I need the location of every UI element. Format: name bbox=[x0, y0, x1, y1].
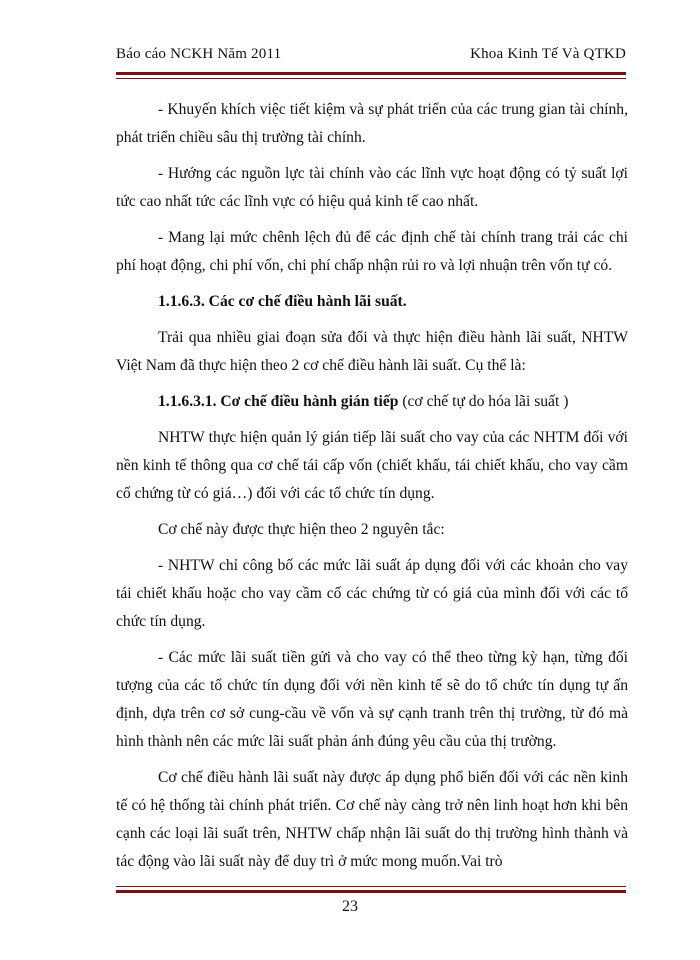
bullet-paragraph: - NHTW chỉ công bố các mức lãi suất áp dụng đối với các khoản cho vay tái chiết khấu hoặc cho vay cầm cố các chứng từ có giá của mình đối với các tổ chức tín dụng. bbox=[116, 557, 628, 630]
subsection-heading bbox=[116, 388, 628, 416]
bullet-paragraph: - Hướng các nguồn lực tài chính vào các lĩnh vực hoạt động có tỷ suất lợi tức cao nhất tức các lĩnh vực có hiệu quả kinh tế cao nhất. bbox=[116, 165, 628, 210]
page-number: 23 bbox=[342, 898, 358, 915]
page-header bbox=[116, 46, 626, 68]
body-paragraph: Trải qua nhiều giai đoạn sửa đổi và thực hiện điều hành lãi suất, NHTW Việt Nam đã thực hiện theo 2 cơ chế điều hành lãi suất. Cụ thể là: bbox=[116, 329, 628, 374]
bullet-paragraph: - Mang lại mức chênh lệch đủ để các định chế tài chính trang trải các chi phí hoạt động, chi phí vốn, chi phí chấp nhận rủi ro và lợi nhuận trên vốn tự có. bbox=[116, 229, 628, 274]
footer-rule-thin bbox=[116, 886, 626, 887]
body-paragraph: Cơ chế điều hành lãi suất này được áp dụng phổ biến đối với các nền kinh tế có hệ thống tài chính phát triển. Cơ chế này càng trở nên linh hoạt hơn khi bên cạnh các loại lãi suất trên, NHTW chấp nhận lãi suất do thị trường hình thành và tác động vào lãi suất này để duy trì ở mức mong muốn.Vai trò bbox=[116, 769, 628, 870]
header-faculty-name: Khoa Kinh Tế Và QTKD bbox=[470, 46, 626, 62]
subsection-heading-bold: 1.1.6.3.1. Cơ chế điều hành gián tiếp bbox=[158, 393, 399, 410]
body-paragraph: NHTW thực hiện quản lý gián tiếp lãi suất cho vay của các NHTM đối với nền kinh tế thông qua cơ chế tái cấp vốn (chiết khấu, tái chiết khấu, cho vay cầm cố chứng từ có giá…) đối với các tổ chức tín dụng. bbox=[116, 429, 628, 502]
header-report-title: Báo cáo NCKH Năm 2011 bbox=[116, 46, 282, 62]
section-heading: 1.1.6.3. Các cơ chế điều hành lãi suất. bbox=[158, 293, 407, 310]
bullet-paragraph: - Các mức lãi suất tiền gửi và cho vay có thể theo từng kỳ hạn, từng đối tượng của các tổ chức tín dụng đối với nền kinh tế sẽ do tổ chức tín dụng tự ấn định, dựa trên cơ sở cung-cầu về vốn và sự cạnh tranh trên thị trường, từ đó mà hình thành nên các mức lãi suất phản ánh đúng yêu cầu của thị trường. bbox=[116, 649, 628, 750]
bullet-paragraph: - Khuyến khích việc tiết kiệm và sự phát triển của các trung gian tài chính, phát triển chiều sâu thị trường tài chính. bbox=[116, 101, 628, 146]
footer-rule-thick bbox=[116, 890, 626, 893]
body-paragraph: Cơ chế này được thực hiện theo 2 nguyên tắc: bbox=[158, 521, 445, 538]
page-body bbox=[116, 96, 628, 884]
subsection-heading-note: (cơ chế tự do hóa lãi suất ) bbox=[398, 393, 569, 410]
header-rule-thick bbox=[116, 72, 626, 75]
header-rule-thin bbox=[116, 78, 626, 79]
